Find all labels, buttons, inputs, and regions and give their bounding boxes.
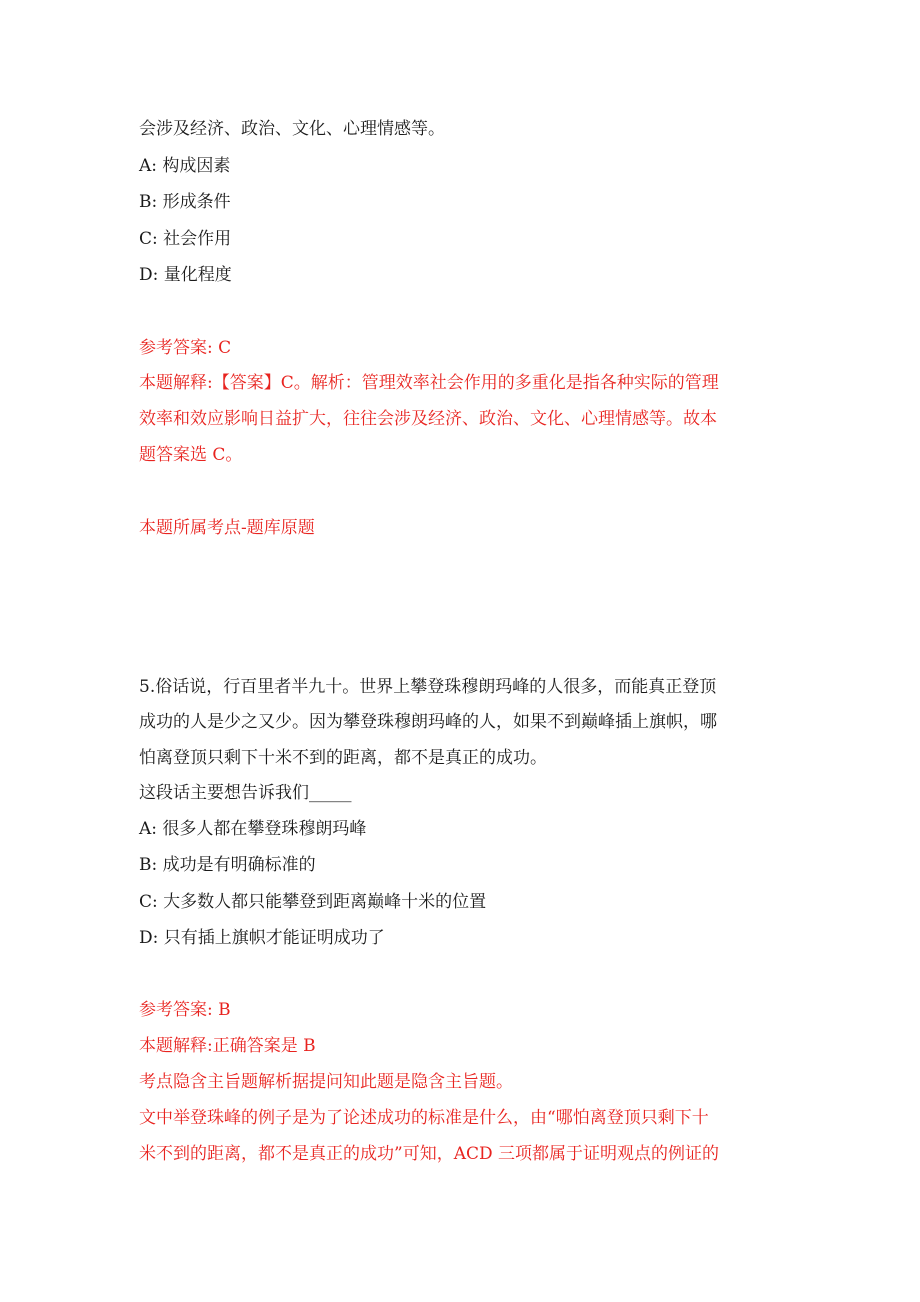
q4-source: 本题所属考点-题库原题 <box>139 518 315 538</box>
q4-explanation-line-3: 题答案选 C。 <box>139 445 243 465</box>
q5-stem-line-1: 5.俗话说，行百里者半九十。世界上攀登珠穆朗玛峰的人很多，而能真正登顶 <box>139 677 717 697</box>
q4-explanation-line-2: 效率和效应影响日益扩大，往往会涉及经济、政治、文化、心理情感等。故本 <box>139 409 717 429</box>
q4-option-b: B: 形成条件 <box>139 192 231 212</box>
q4-option-c: C: 社会作用 <box>139 229 232 249</box>
q5-stem-line-2: 成功的人是少之又少。因为攀登珠穆朗玛峰的人，如果不到巅峰插上旗帜，哪 <box>139 712 717 732</box>
q5-option-a: A: 很多人都在攀登珠穆朗玛峰 <box>139 819 367 839</box>
q4-option-a: A: 构成因素 <box>139 156 231 176</box>
q5-prompt: 这段话主要想告诉我们_____ <box>139 783 352 803</box>
q5-explanation-line-1: 本题解释:正确答案是 B <box>139 1036 316 1056</box>
q5-answer: 参考答案: B <box>139 1000 231 1020</box>
q5-option-d: D: 只有插上旗帜才能证明成功了 <box>139 928 385 948</box>
q4-answer: 参考答案: C <box>139 338 232 358</box>
q4-option-d: D: 量化程度 <box>139 265 232 285</box>
question-4-stem-tail: 会涉及经济、政治、文化、心理情感等。 <box>139 119 445 139</box>
q5-explanation-line-3: 文中举登珠峰的例子是为了论述成功的标准是什么，由“哪怕离登顶只剩下十 <box>139 1108 709 1128</box>
q5-option-b: B: 成功是有明确标准的 <box>139 855 316 875</box>
q5-option-c: C: 大多数人都只能攀登到距离巅峰十米的位置 <box>139 892 487 912</box>
q5-explanation-line-4: 米不到的距离，都不是真正的成功”可知，ACD 三项都属于证明观点的例证的 <box>139 1144 720 1164</box>
q5-stem-line-3: 怕离登顶只剩下十米不到的距离，都不是真正的成功。 <box>139 748 547 768</box>
q4-explanation-line-1: 本题解释:【答案】C。解析：管理效率社会作用的多重化是指各种实际的管理 <box>139 373 719 393</box>
q5-explanation-line-2: 考点隐含主旨题解析据提问知此题是隐含主旨题。 <box>139 1072 513 1092</box>
